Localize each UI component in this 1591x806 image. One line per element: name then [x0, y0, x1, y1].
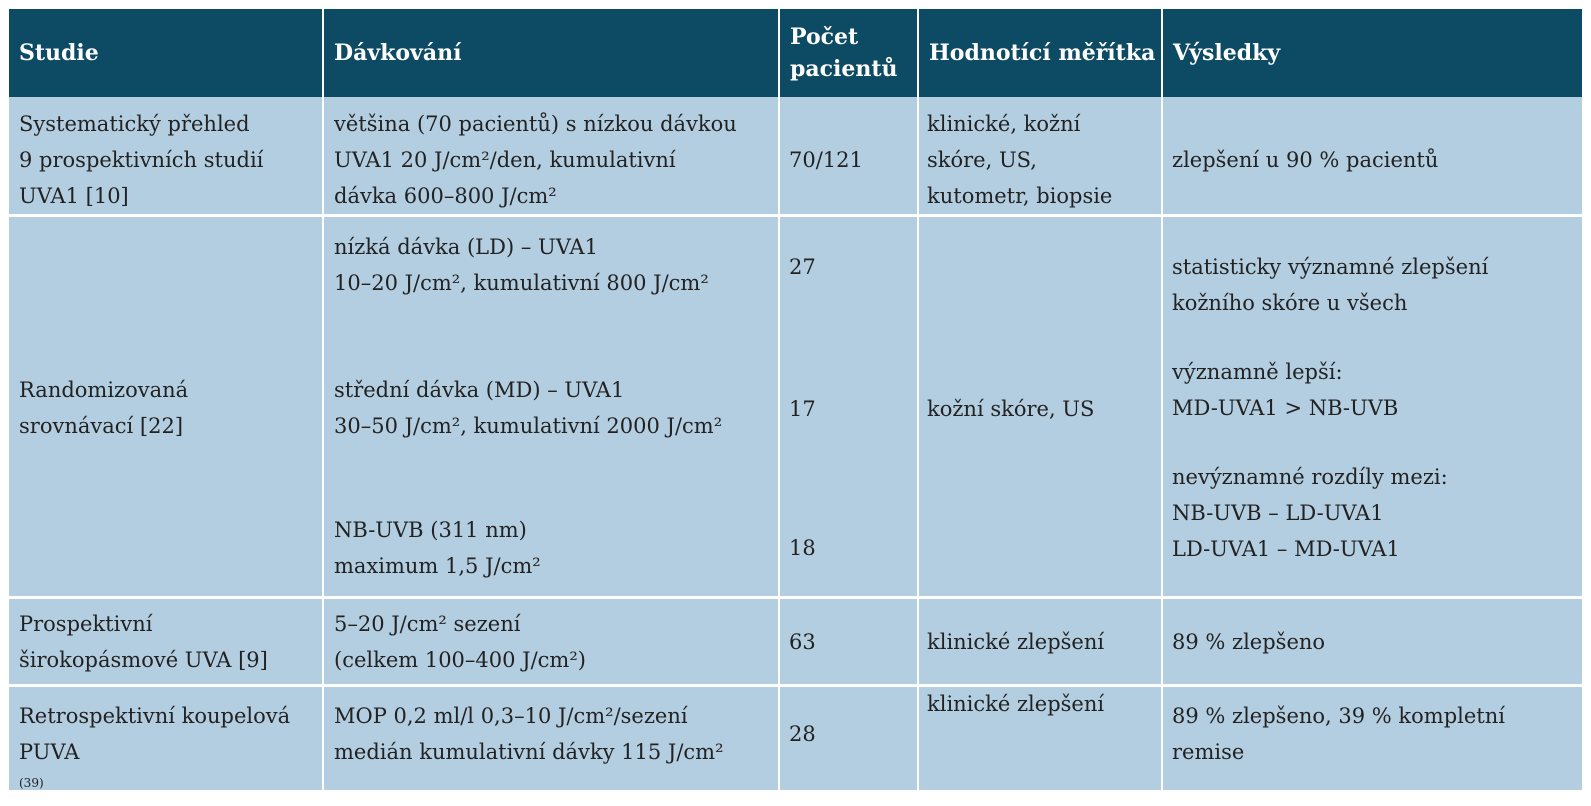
row2-davkovani-md: střední dávka (MD) – UVA1 30–50 J/cm², kumulativní 2000 J/cm² [334, 378, 723, 438]
row2-pocet-ld: 27 [789, 255, 816, 279]
row4-studie: Retrospektivní koupelová PUVA $^{(39)}$ [19, 704, 291, 790]
row2-hodnotici: kožní skóre, US [927, 397, 1095, 421]
row-divider [9, 214, 1582, 217]
study-table [9, 9, 1582, 790]
column-divider [322, 9, 324, 790]
row3-hodnotici: klinické zlepšení [927, 630, 1105, 654]
row4-hodnotici: klinické zlepšení [927, 692, 1105, 716]
row2-vysledky-a: statisticky významné zlepšení kožního skóre u všech [1172, 255, 1489, 315]
column-divider [917, 9, 919, 790]
header-studie: Studie [9, 9, 322, 97]
column-divider [1161, 9, 1163, 790]
header-vysledky: Výsledky [1163, 9, 1582, 97]
row3-pocet: 63 [789, 630, 816, 654]
row-divider [9, 596, 1582, 599]
row3-vysledky: 89 % zlepšeno [1172, 630, 1326, 654]
row2-pocet-nb: 18 [789, 536, 816, 560]
row-divider [9, 684, 1582, 687]
header-pocet-line1: Počet [790, 24, 859, 50]
row2-vysledky-c: nevýznamné rozdíly mezi: NB-UVB – LD-UVA1 LD-UVA1 – MD-UVA1 [1172, 465, 1448, 561]
row2-pocet-md: 17 [789, 397, 816, 421]
row3-davkovani: 5–20 J/cm² sezení (celkem 100–400 J/cm²) [334, 612, 586, 672]
row1-hodnotici: klinické, kožní skóre, US, kutometr, biopsie [927, 112, 1113, 208]
row2-studie: Randomizovaná srovnávací [22] [19, 378, 189, 438]
row4-pocet: 28 [789, 722, 816, 746]
header-davkovani: Dávkování [324, 9, 778, 97]
row3-studie: Prospektivní širokopásmové UVA [9] [19, 612, 268, 672]
header-hodnotici: Hodnotící měřítka [919, 9, 1161, 97]
row4-davkovani: MOP 0,2 ml/l 0,3–10 J/cm²/sezení medián kumulativní dávky 115 J/cm² [334, 704, 724, 764]
row1-davkovani: většina (70 pacientů) s nízkou dávkou UVA1 20 J/cm²/den, kumulativní dávka 600–800 J/cm² [334, 112, 737, 208]
header-pocet [780, 9, 917, 97]
column-divider [778, 9, 780, 790]
row1-vysledky: zlepšení u 90 % pacientů [1172, 148, 1439, 172]
row4-reference: (39) [19, 776, 44, 790]
row1-studie: Systematický přehled 9 prospektivních studií UVA1 [10] [19, 112, 264, 208]
row4-vysledky: 89 % zlepšeno, 39 % kompletní remise [1172, 704, 1505, 764]
header-pocet-line2: pacientů [790, 56, 898, 82]
row2-davkovani-nb: NB-UVB (311 nm) maximum 1,5 J/cm² [334, 518, 541, 578]
row2-vysledky-b: významně lepší: MD-UVA1 > NB-UVB [1172, 360, 1399, 420]
row2-davkovani-ld: nízká dávka (LD) – UVA1 10–20 J/cm², kumulativní 800 J/cm² [334, 235, 709, 295]
row1-pocet: 70/121 [789, 148, 863, 172]
